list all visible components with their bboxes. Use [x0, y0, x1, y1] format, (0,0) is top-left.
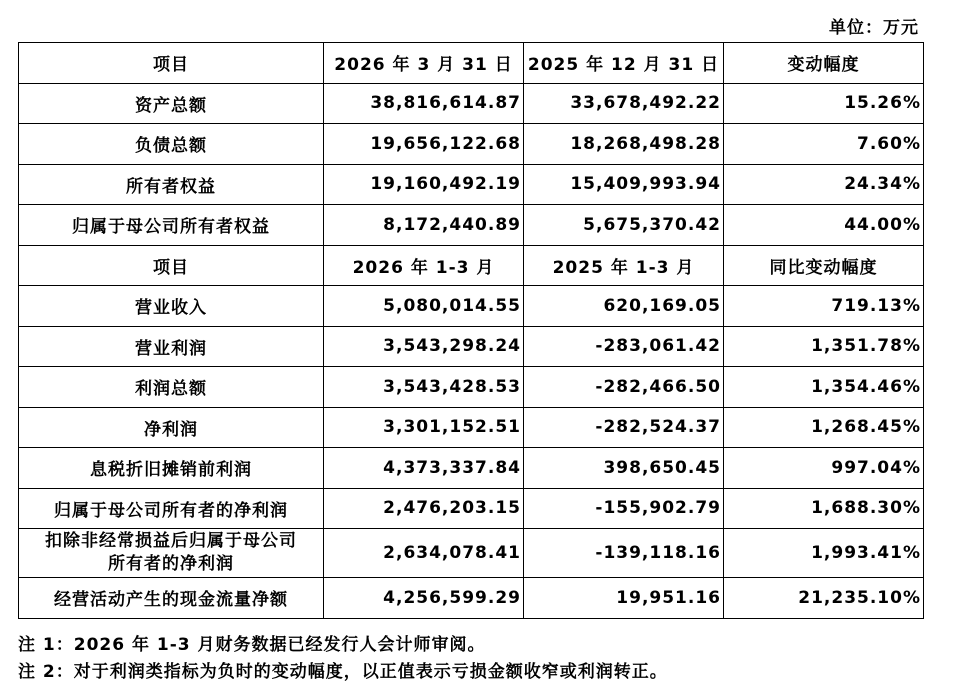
header-cell-period2: 2025 年 1-3 月 [524, 245, 724, 286]
row-value-current: 38,816,614.87 [324, 83, 524, 124]
row-label-line2: 所有者的净利润 [108, 554, 234, 574]
row-label: 营业利润 [19, 326, 324, 367]
row-value-current: 8,172,440.89 [324, 205, 524, 246]
row-value-prior: -283,061.42 [524, 326, 724, 367]
table-row [19, 326, 924, 367]
financial-table [18, 42, 924, 619]
table-row [19, 488, 924, 529]
table-row [19, 286, 924, 327]
header-cell-date1: 2026 年 3 月 31 日 [324, 43, 524, 84]
row-value-current: 5,080,014.55 [324, 286, 524, 327]
row-change: 719.13% [724, 286, 924, 327]
table-row [19, 367, 924, 408]
table-row [19, 205, 924, 246]
row-change: 1,993.41% [724, 529, 924, 578]
table-row [19, 448, 924, 489]
row-value-prior: 33,678,492.22 [524, 83, 724, 124]
row-label: 经营活动产生的现金流量净额 [19, 578, 324, 619]
row-change: 1,268.45% [724, 407, 924, 448]
row-change: 1,688.30% [724, 488, 924, 529]
header-cell-date2: 2025 年 12 月 31 日 [524, 43, 724, 84]
header-cell-item: 项目 [19, 43, 324, 84]
row-change: 7.60% [724, 124, 924, 165]
row-change: 44.00% [724, 205, 924, 246]
row-label [19, 529, 324, 578]
table-header-row [19, 43, 924, 84]
row-value-current: 19,656,122.68 [324, 124, 524, 165]
row-value-prior: 19,951.16 [524, 578, 724, 619]
table-row [19, 83, 924, 124]
row-value-current: 3,301,152.51 [324, 407, 524, 448]
row-label: 息税折旧摊销前利润 [19, 448, 324, 489]
footnotes [18, 632, 668, 686]
row-value-prior: -155,902.79 [524, 488, 724, 529]
unit-label: 单位：万元 [829, 18, 919, 38]
row-value-prior: 620,169.05 [524, 286, 724, 327]
row-change: 1,351.78% [724, 326, 924, 367]
row-change: 997.04% [724, 448, 924, 489]
row-value-prior: -282,466.50 [524, 367, 724, 408]
row-label: 所有者权益 [19, 164, 324, 205]
row-label: 资产总额 [19, 83, 324, 124]
row-label: 归属于母公司所有者权益 [19, 205, 324, 246]
row-label-line1: 扣除非经常损益后归属于母公司 [45, 531, 297, 551]
row-value-prior: 5,675,370.42 [524, 205, 724, 246]
row-value-prior: 398,650.45 [524, 448, 724, 489]
row-label: 归属于母公司所有者的净利润 [19, 488, 324, 529]
row-label: 利润总额 [19, 367, 324, 408]
row-value-prior: -282,524.37 [524, 407, 724, 448]
header-cell-change: 变动幅度 [724, 43, 924, 84]
row-change: 1,354.46% [724, 367, 924, 408]
footnote-2: 注 2：对于利润类指标为负时的变动幅度，以正值表示亏损金额收窄或利润转正。 [18, 662, 668, 682]
row-change: 24.34% [724, 164, 924, 205]
header-cell-period1: 2026 年 1-3 月 [324, 245, 524, 286]
row-value-current: 3,543,428.53 [324, 367, 524, 408]
row-label: 净利润 [19, 407, 324, 448]
row-value-current: 4,373,337.84 [324, 448, 524, 489]
table-row [19, 529, 924, 578]
header-cell-yoy-change: 同比变动幅度 [724, 245, 924, 286]
table-row [19, 164, 924, 205]
row-change: 15.26% [724, 83, 924, 124]
row-value-current: 4,256,599.29 [324, 578, 524, 619]
header-cell-item: 项目 [19, 245, 324, 286]
row-value-current: 2,476,203.15 [324, 488, 524, 529]
row-value-prior: 18,268,498.28 [524, 124, 724, 165]
table-row [19, 578, 924, 619]
row-label: 营业收入 [19, 286, 324, 327]
row-value-prior: 15,409,993.94 [524, 164, 724, 205]
row-value-current: 3,543,298.24 [324, 326, 524, 367]
table-subheader-row [19, 245, 924, 286]
row-value-prior: -139,118.16 [524, 529, 724, 578]
row-label: 负债总额 [19, 124, 324, 165]
footnote-1: 注 1：2026 年 1-3 月财务数据已经发行人会计师审阅。 [18, 635, 486, 655]
row-change: 21,235.10% [724, 578, 924, 619]
table-row [19, 407, 924, 448]
row-value-current: 2,634,078.41 [324, 529, 524, 578]
table-row [19, 124, 924, 165]
row-value-current: 19,160,492.19 [324, 164, 524, 205]
